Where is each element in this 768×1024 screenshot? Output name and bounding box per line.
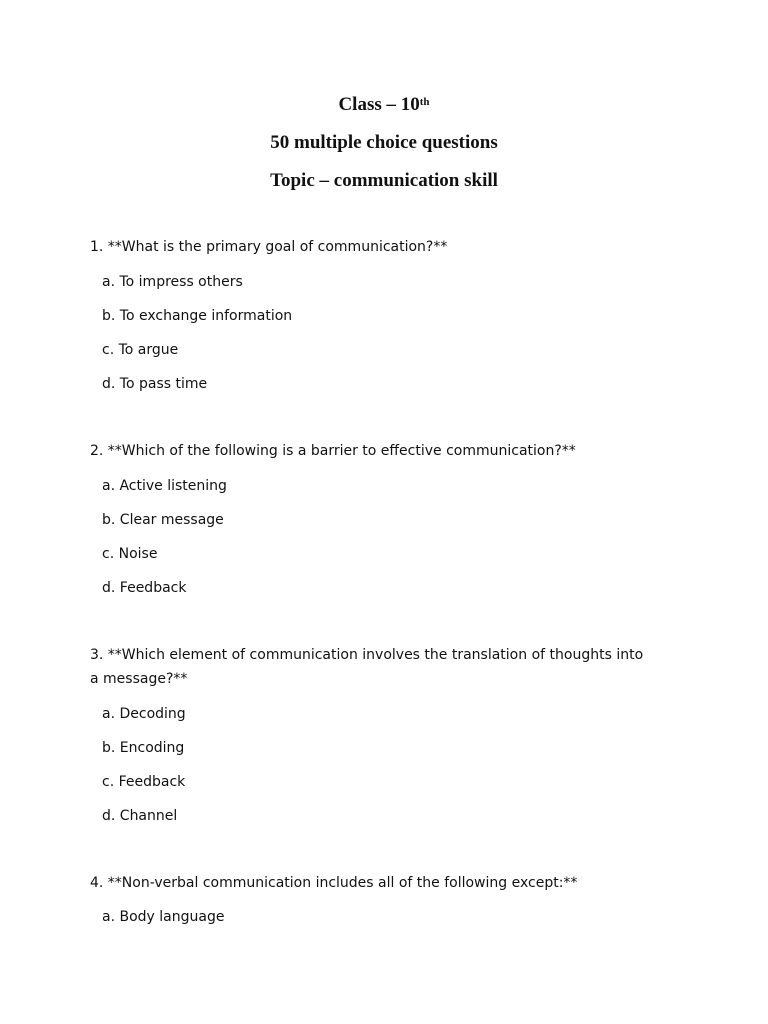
class-label: Class – 10 — [338, 94, 420, 115]
question-3-option-b: b. Encoding — [102, 740, 185, 756]
question-4-text: 4. **Non-verbal communication includes all of the following except:** — [90, 875, 578, 891]
topic-heading: Topic – communication skill — [270, 170, 498, 191]
question-3-text: 3. **Which element of communication involves the translation of thoughts into a message?** — [90, 647, 644, 687]
question-3-option-a: a. Decoding — [102, 706, 186, 722]
question-1-option-a: a. To impress others — [102, 274, 243, 290]
question-2-text: 2. **Which of the following is a barrier to effective communication?** — [90, 443, 576, 459]
question-1-text: 1. **What is the primary goal of communication?** — [90, 239, 448, 255]
subtitle-heading: 50 multiple choice questions — [270, 132, 498, 153]
question-1-option-d: d. To pass time — [102, 376, 208, 392]
question-1-option-b: b. To exchange information — [102, 308, 293, 324]
question-2-option-a: a. Active listening — [102, 478, 227, 494]
question-4-option-a: a. Body language — [102, 909, 225, 925]
question-1-option-c: c. To argue — [102, 342, 179, 358]
question-3-option-d: d. Channel — [102, 808, 178, 824]
question-2-option-c: c. Noise — [102, 546, 158, 562]
question-2-option-b: b. Clear message — [102, 512, 224, 528]
question-3-option-c: c. Feedback — [102, 774, 186, 790]
question-2-option-d: d. Feedback — [102, 580, 187, 596]
class-superscript: th — [419, 96, 430, 108]
class-heading — [0, 93, 768, 117]
